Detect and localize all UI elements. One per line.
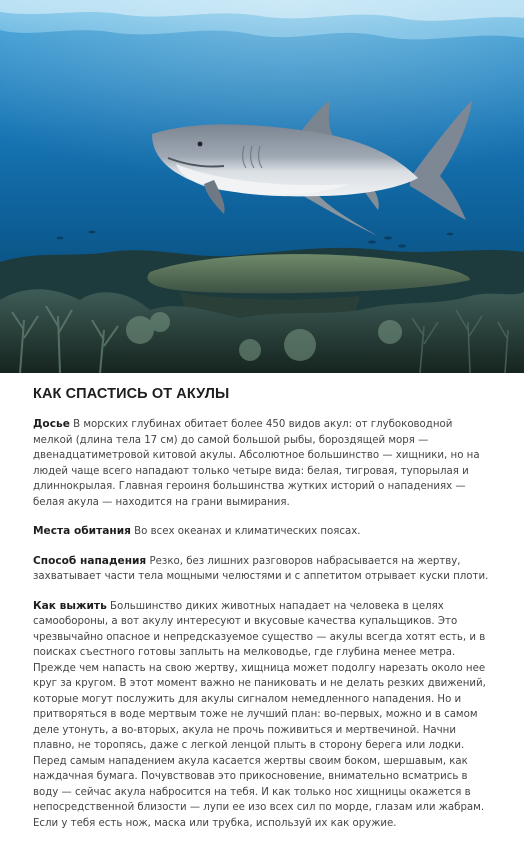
section-label: Способ нападения	[33, 554, 147, 567]
section-habitat	[33, 524, 495, 540]
section-text: Резко, без лишних разговоров набрасывается на жертву, захватывает части тела мощными челюстями и с аппетитом отрывает куски плоти.	[33, 555, 489, 582]
section-label: Места обитания	[33, 525, 131, 537]
section-text: Большинство диких животных нападает на человека в целях самообороны, а вот акулу интересуют и вкусовые качества купальщиков. Это чрезвычайно опасное и непредсказуемое существо — акулы всегда хотят есть, и в поисках съестного готовы заплыть на мелководье, где глубина менее метра. Прежде чем напасть на свою жертву, хищница может подолгу нарезать около нее круг за кругом. В этот момент важно не паниковать и не делать резких движений, которые могут послужить для акулы сигналом немедленного нападения. Но и притворяться в воде мертвым тоже не лучший план: во-первых, можно и в самом деле утонуть, а во-вторых, акула не прочь поживиться и мертвечиной. Начни плавно, не торопясь, даже с легкой ленцой плыть в сторону берега или лодки. Перед самым нападением акула касается жертвы своим боком, шершавым, как наждачная бумага. Почувствовав это прикосновение, внимательно всматрись в воду — сейчас акула набросится на тебя. И как только нос хищницы окажется в непосредственной близости — лупи ее изо всех сил по морде, глазам или жабрам. Если у тебя есть нож, маска или трубка, используй их как оружие.	[33, 600, 486, 829]
section-attack-method	[33, 554, 495, 585]
shark-illustration	[0, 0, 524, 373]
section-text: Во всех океанах и климатических поясах.	[134, 526, 361, 537]
article	[33, 385, 495, 845]
shark-photo	[0, 0, 524, 373]
section-text: В морских глубинах обитает более 450 видов акул: от глубоководной мелкой (длина тела 17 см) до самой большой рыбы, бороздящей моря — двенадцатиметровой китовой акулы. Абсолютное большинство — хищники, но на людей чаще всего нападают только четыре вида: белая, тигровая, тупорылая и длиннокрылая. Главная героиня большинства жутких историй о нападениях — белая акула — находится на грани вымирания.	[33, 419, 480, 508]
section-how-to-survive	[33, 599, 495, 832]
section-label: Как выжить	[33, 599, 107, 612]
article-title: КАК СПАСТИСЬ ОТ АКУЛЫ	[33, 386, 230, 402]
section-dossier	[33, 417, 495, 510]
section-label: Досье	[33, 418, 70, 430]
